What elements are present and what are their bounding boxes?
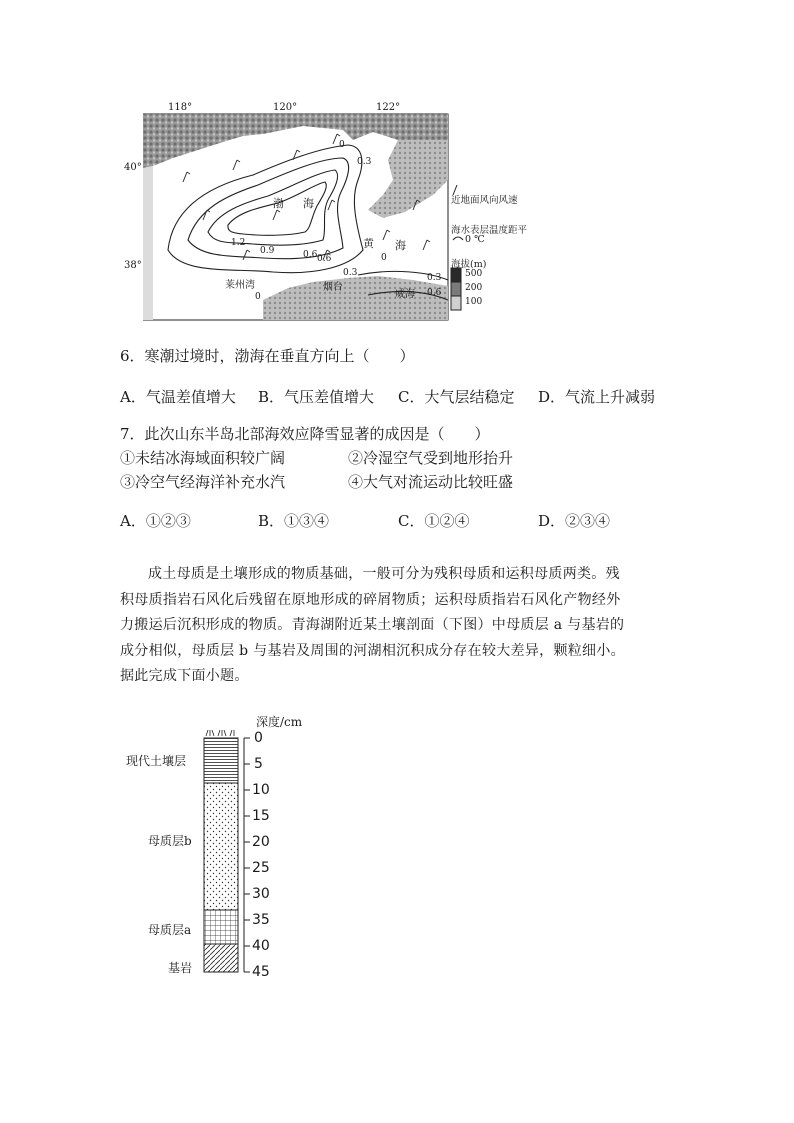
layer-label-bedrock: 基岩 (168, 961, 193, 975)
q6-option-a: A．气温差值增大 (120, 388, 236, 406)
passage-line: 成土母质是土壤形成的物质基础，一般可分为残积母质和运积母质两类。残 (148, 566, 620, 582)
legend-sst: 海水表层温度距平 (451, 225, 528, 236)
depth-axis-title: 深度/cm (256, 715, 303, 729)
depth-tick-label: 20 (252, 834, 270, 850)
legend-wind: 近地面风向风速 (451, 195, 518, 206)
q7-item-2: ②冷湿空气受到地形抬升 (348, 449, 514, 467)
depth-tick-label: 40 (252, 938, 270, 954)
legend-elev-500: 500 (465, 269, 483, 279)
q7-item-3: ③冷空气经海洋补充水汽 (120, 473, 286, 491)
legend-elev-title: 海拔(m) (451, 259, 487, 270)
legend-sst-unit: 0 ℃ (465, 234, 485, 245)
depth-tick-label: 30 (252, 886, 270, 902)
contour-label: 0.6 (303, 250, 318, 260)
reading-passage (120, 562, 686, 690)
q7-item-1: ①未结冰海域面积较广阔 (120, 449, 286, 467)
q7-item-4: ④大气对流运动比较旺盛 (348, 473, 514, 491)
layer-label-parent-a: 母质层a (148, 923, 192, 937)
lon-label-122: 122° (376, 102, 401, 113)
question-7-stem: 7．此次山东半岛北部海效应降雪显著的成因是（ ） (120, 425, 490, 443)
bohai-map-figure (124, 100, 543, 322)
huanghai-label-1: 黄 (363, 237, 374, 250)
bohai-map (143, 100, 543, 322)
legend-elev-200: 200 (465, 283, 483, 293)
q7-option-c: C．①②④ (398, 512, 470, 530)
q6-option-b: B．气压差值增大 (258, 388, 375, 406)
contour-label: 0 (339, 140, 345, 150)
depth-tick-label: 10 (252, 782, 270, 798)
lon-label-120: 120° (273, 102, 298, 113)
q7-option-b: B．①③④ (258, 512, 330, 530)
bohai-label-2: 海 (303, 197, 314, 210)
q6-option-c: C．大气层结稳定 (398, 388, 515, 406)
yantai-label: 烟台 (323, 282, 343, 293)
layer-label-parent-b: 母质层b (148, 834, 192, 848)
lat-label-40: 40° (124, 162, 142, 173)
lon-label-118: 118° (168, 102, 193, 113)
contour-label: 0.6 (427, 288, 442, 298)
q7-option-d: D．②③④ (538, 512, 611, 530)
contour-label: 0.3 (427, 273, 442, 283)
q7-option-a: A．①②③ (120, 512, 191, 530)
depth-tick-label: 5 (254, 756, 263, 772)
passage-line: 力搬运后沉积形成的物质。青海湖附近某土壤剖面（下图）中母质层 a 与基岩的 (120, 617, 625, 633)
depth-tick-label: 0 (254, 730, 263, 746)
depth-tick-label: 45 (252, 964, 270, 980)
contour-label: 0.3 (343, 268, 358, 278)
weihai-label: 威海 (395, 289, 415, 300)
laizhou-bay-label: 莱州湾 (225, 280, 255, 291)
depth-tick-label: 15 (252, 808, 270, 824)
bohai-label-1: 渤 (273, 197, 284, 210)
passage-line: 成分相似，母质层 b 与基岩及周围的河湖相沉积成分存在较大差异，颗粒细小。 (120, 642, 625, 659)
legend-elev-100: 100 (465, 297, 483, 307)
passage-line: 积母质指岩石风化后残留在原地形成的碎屑物质；运积母质指岩石风化产物经外 (120, 591, 621, 608)
lat-label-38: 38° (124, 260, 142, 271)
soil-profile-figure (126, 710, 310, 990)
contour-label: 0.9 (260, 246, 275, 256)
contour-label: 0 (255, 292, 261, 302)
contour-label: 1.2 (231, 238, 246, 248)
passage-line: 据此完成下面小题。 (120, 668, 249, 684)
layer-label-modern-soil: 现代土壤层 (126, 754, 187, 768)
question-6-stem: 6．寒潮过境时，渤海在垂直方向上（ ） (120, 347, 415, 365)
depth-tick-label: 25 (252, 860, 270, 876)
contour-label: 0.3 (357, 157, 372, 167)
contour-label: 0 (381, 253, 387, 263)
contour-label: 0.6 (317, 254, 332, 264)
huanghai-label-2: 海 (395, 239, 406, 252)
q6-option-d: D．气流上升减弱 (538, 388, 656, 406)
depth-tick-label: 35 (252, 912, 270, 928)
